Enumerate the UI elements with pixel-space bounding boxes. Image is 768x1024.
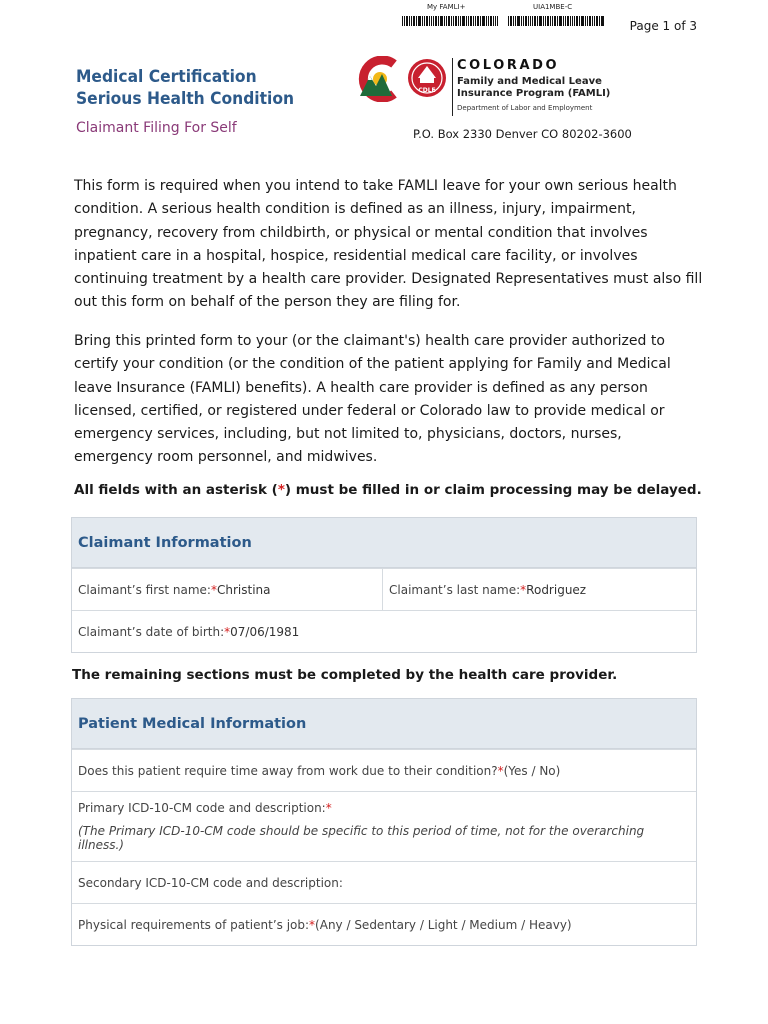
secondary-icd-label: Secondary ICD-10-CM code and description: [78,875,343,890]
claimant-name-row [72,568,696,610]
barcode-label-form-id: UIA1MBE-C [533,3,573,11]
primary-icd-label: Primary ICD-10-CM code and description: [78,801,326,815]
required-asterisk: * [520,582,527,597]
logo-program-line-1: Family and Medical Leave [457,76,602,87]
required-asterisk: * [224,624,231,639]
secondary-icd-row [72,861,696,903]
cdle-badge-text: CDLE [418,87,436,94]
claimant-information-section [71,517,697,653]
asterisk-note [74,482,702,498]
claimant-information-title: Claimant Information [72,518,696,568]
barcode-area [400,3,610,29]
required-asterisk: * [277,482,285,498]
claimant-dob-row [72,610,696,652]
form-title-line-1: Medical Certification [76,67,257,86]
dob-value: 07/06/1981 [230,624,300,639]
physical-requirements-options: (Any / Sedentary / Light / Medium / Heavy) [315,917,572,932]
time-away-row [72,749,696,791]
required-asterisk: * [210,582,217,597]
logo-program-line-2: Insurance Program (FAMLI) [457,88,611,99]
physical-requirements-label: Physical requirements of patient’s job: [78,917,310,932]
form-subtitle: Claimant Filing For Self [76,120,237,136]
logo-text [457,58,610,112]
logo-divider [452,58,453,116]
barcode-1 [402,16,498,26]
intro-paragraph-1: This form is required when you intend to take FAMLI leave for your own serious health condition. A serious health condition is defined as an illness, injury, impairment, pregnancy, recovery from childbirth, or physical or mental condition that involves inpatient care in a hospital, hospice, residential medical care facility, or involves continuing treatment by a health care provider. Designated Representatives must also fill out this form on behalf of the person they are filing for. [74,178,703,311]
form-title-line-2: Serious Health Condition [76,89,295,108]
primary-icd-field[interactable] [72,792,696,861]
logo-department: Department of Labor and Employment [457,104,593,112]
last-name-label: Claimant’s last name: [389,582,521,597]
colorado-c-logo-icon [356,56,450,102]
logo-state-name: COLORADO [457,58,560,73]
barcode-2 [508,16,604,26]
primary-icd-hint: (The Primary ICD-10-CM code should be specific to this period of time, not for the overarching illness.) [78,824,645,852]
primary-icd-row [72,791,696,861]
physical-requirements-field[interactable] [72,904,696,945]
mailing-address: P.O. Box 2330 Denver CO 80202-3600 [413,127,632,141]
asterisk-note-end: ) must be filled in or claim processing may be delayed. [284,482,702,498]
time-away-label: Does this patient require time away from work due to their condition? [78,763,498,778]
required-asterisk: * [497,763,504,778]
patient-medical-information-title: Patient Medical Information [72,699,696,749]
colorado-famli-logo [356,56,616,116]
time-away-field[interactable] [72,750,696,791]
intro-paragraph-2: Bring this printed form to your (or the claimant's) health care provider authorized to certify your condition (or the condition of the patient applying for Family and Medical leave Insurance (FAMLI) benefits). A health care provider is defined as any person licensed, certified, or registered under federal or Colorado law to provide medical or emergency services, including, but not limited to, physicians, doctors, nurses, emergency room personnel, and midwives. [74,333,671,466]
claimant-dob-field[interactable] [72,611,696,652]
required-asterisk: * [309,917,316,932]
time-away-options: (Yes / No) [503,763,561,778]
physical-requirements-row [72,903,696,945]
barcode-label-famli: My FAMLI+ [427,3,466,11]
page-number: Page 1 of 3 [629,19,697,33]
secondary-icd-field[interactable] [72,862,696,903]
last-name-value: Rodriguez [526,582,587,597]
first-name-label: Claimant’s first name: [78,582,211,597]
first-name-value: Christina [216,582,271,597]
claimant-first-name-field[interactable] [72,569,382,610]
patient-medical-information-section [71,698,697,946]
claimant-last-name-field[interactable] [382,569,696,610]
asterisk-note-start: All fields with an asterisk ( [74,482,278,498]
required-asterisk: * [325,801,332,815]
dob-label: Claimant’s date of birth: [78,624,225,639]
form-title-block [76,66,308,136]
provider-completion-note: The remaining sections must be completed by the health care provider. [72,667,618,683]
